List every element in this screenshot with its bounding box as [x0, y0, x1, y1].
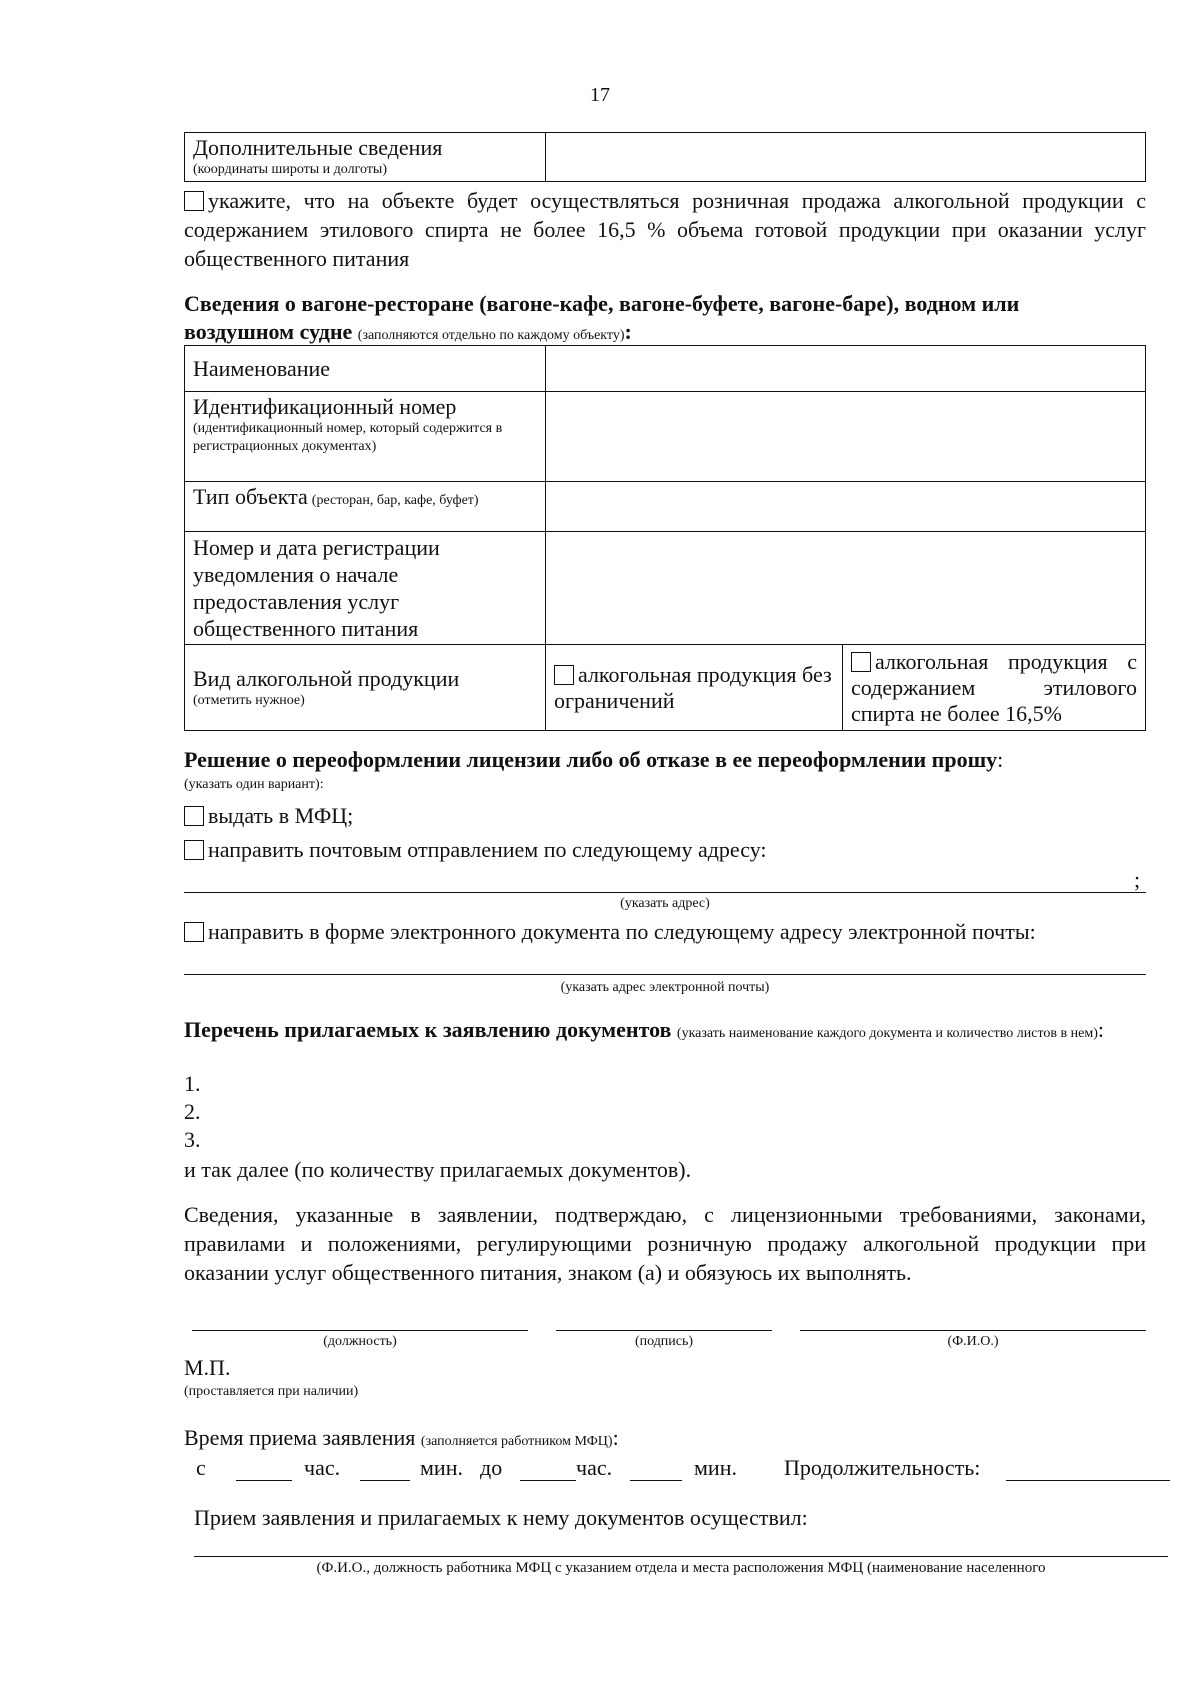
reception-from: с: [196, 1455, 206, 1480]
min-to-unit: мин.: [694, 1455, 737, 1480]
signature-caption: (подпись): [634, 1334, 694, 1349]
wagon-kind-label: Вид алкогольной продукции: [193, 665, 460, 691]
wagon-name-value[interactable]: [546, 346, 1146, 392]
additional-info-label-cell: [185, 133, 546, 182]
additional-info-table: [184, 132, 1146, 182]
accepted-by-caption: (Ф.И.О., должность работника МФЦ с указанием отдела и места расположения МФЦ (наименование населенного: [316, 1560, 1046, 1576]
seal-mark: М.П.: [184, 1355, 231, 1380]
wagon-row-id: [185, 392, 1146, 482]
reception-time-colon: :: [612, 1425, 619, 1450]
wagon-title-colon: :: [624, 319, 632, 344]
position-line[interactable]: [192, 1330, 528, 1331]
post-semicolon: ;: [1134, 867, 1141, 892]
confirmation-text: Сведения, указанные в заявлении, подтверждаю, с лицензионными требованиями, законами, правилами и положениями, регулирующими розничную продажу алкогольной продукции при оказании услуг общественного питания, знаком (а) и обязуюсь их выполнять.: [184, 1202, 1146, 1285]
wagon-id-value[interactable]: [546, 392, 1146, 482]
wagon-kind-hint: (отметить нужное): [193, 692, 305, 708]
additional-info-hint: (координаты широты и долготы): [193, 162, 387, 177]
docs-item-2: 2.: [184, 1099, 201, 1124]
seal-hint: (проставляется при наличии): [184, 1384, 359, 1399]
reception-time-label: Время приема заявления: [184, 1425, 416, 1450]
decision-title-colon: :: [997, 747, 1004, 772]
page-number: 17: [590, 84, 610, 106]
fio-caption: (Ф.И.О.): [947, 1334, 999, 1349]
option-post[interactable]: [184, 836, 767, 864]
decision-title: [184, 746, 1146, 774]
kind-option-2-label: алкогольная продукция с содержанием этилового спирта не более 16,5%: [851, 648, 1137, 726]
docs-item-3: 3.: [184, 1127, 201, 1152]
alcohol-notice: [184, 186, 1146, 273]
wagon-id-label: Идентификационный номер: [193, 394, 457, 419]
wagon-row-name: [185, 346, 1146, 392]
wagon-title-bold-2: воздушном судне: [184, 319, 353, 344]
signature-line[interactable]: [556, 1330, 772, 1331]
kind-option-2-checkbox[interactable]: [851, 652, 871, 672]
docs-etc: и так далее (по количеству прилагаемых документов).: [184, 1157, 692, 1182]
wagon-type-label: Тип объекта: [193, 484, 308, 509]
post-address-caption: (указать адрес): [620, 896, 710, 911]
docs-item-1: 1.: [184, 1071, 201, 1096]
additional-info-label: Дополнительные сведения: [193, 135, 443, 160]
hour-from-field[interactable]: [236, 1480, 292, 1481]
decision-hint: [184, 777, 324, 793]
wagon-title-note: (заполняются отдельно по каждому объекту): [357, 328, 625, 343]
wagon-title-bold-1: Сведения о вагоне-ресторане (вагоне-кафе, вагоне-буфете, вагоне-баре), водном или: [184, 291, 1020, 316]
post-address-line[interactable]: [184, 892, 1146, 893]
docs-hint-colon: :: [1097, 1017, 1105, 1042]
option-post-checkbox[interactable]: [184, 840, 204, 860]
wagon-reg-value[interactable]: [546, 532, 1146, 645]
wagon-reg-label: Номер и дата регистрации уведомления о начале предоставления услуг общественного питания: [193, 535, 440, 641]
reception-time-hint: (заполняется работником МФЦ): [420, 1434, 613, 1449]
additional-info-value[interactable]: [546, 133, 1146, 182]
option-email-checkbox[interactable]: [184, 922, 204, 942]
option-email-label: направить в форме электронного документа по следующему адресу электронной почты:: [208, 919, 1036, 944]
min-to-field[interactable]: [630, 1480, 682, 1481]
reception-to: до: [480, 1455, 503, 1480]
accepted-by-line[interactable]: [194, 1556, 1168, 1557]
wagon-name-label: Наименование: [193, 355, 331, 381]
reception-time-label-row: [184, 1424, 619, 1456]
wagon-kind-option-2[interactable]: [843, 645, 1146, 731]
wagon-row-kind: [185, 645, 1146, 731]
min-from-field[interactable]: [360, 1480, 410, 1481]
fio-line[interactable]: [800, 1330, 1146, 1331]
decision-title-text: Решение о переоформлении лицензии либо об отказе в ее переоформлении прошу: [184, 747, 998, 772]
alcohol-notice-text: укажите, что на объекте будет осуществляться розничная продажа алкогольной продукции с содержанием этилового спирта не более 16,5 % объема готовой продукции при оказании услуг общественного питания: [184, 188, 1146, 271]
option-post-label: направить почтовым отправлением по следующему адресу:: [208, 837, 767, 862]
email-address-caption: (указать адрес электронной почты): [560, 980, 770, 995]
option-mfc[interactable]: [184, 802, 353, 830]
wagon-table: [184, 345, 1146, 731]
hour-to-field[interactable]: [520, 1480, 576, 1481]
email-address-line[interactable]: [184, 974, 1146, 975]
decision-hint-text: (указать один вариант): [184, 777, 320, 792]
wagon-section-title: [184, 290, 1146, 350]
duration-label: Продолжительность:: [784, 1455, 981, 1480]
wagon-type-hint: (ресторан, бар, кафе, буфет): [311, 493, 479, 508]
accepted-by-label: Прием заявления и прилагаемых к нему документов осуществил:: [194, 1505, 808, 1530]
duration-field[interactable]: [1006, 1480, 1170, 1481]
option-email[interactable]: [184, 918, 1036, 946]
option-mfc-checkbox[interactable]: [184, 806, 204, 826]
wagon-type-value[interactable]: [546, 482, 1146, 532]
min-from-unit: мин.: [420, 1455, 463, 1480]
wagon-kind-option-1[interactable]: [546, 645, 843, 731]
alcohol-notice-checkbox[interactable]: [184, 191, 204, 211]
docs-title-text: Перечень прилагаемых к заявлению документов: [184, 1017, 672, 1042]
hour-to-unit: час.: [576, 1455, 613, 1480]
position-caption: (должность): [323, 1334, 397, 1349]
docs-hint: (указать наименование каждого документа и количество листов в нем): [676, 1026, 1098, 1041]
kind-option-1-label: алкогольная продукция без ограничений: [554, 661, 832, 713]
decision-hint-colon: :: [319, 777, 324, 792]
wagon-row-type: [185, 482, 1146, 532]
hour-from-unit: час.: [304, 1455, 341, 1480]
option-mfc-label: выдать в МФЦ;: [208, 803, 354, 828]
kind-option-1-checkbox[interactable]: [554, 665, 574, 685]
wagon-row-reg: [185, 532, 1146, 645]
docs-title: [184, 1016, 1146, 1048]
wagon-id-hint: (идентификационный номер, который содержится в регистрационных документах): [193, 421, 503, 454]
